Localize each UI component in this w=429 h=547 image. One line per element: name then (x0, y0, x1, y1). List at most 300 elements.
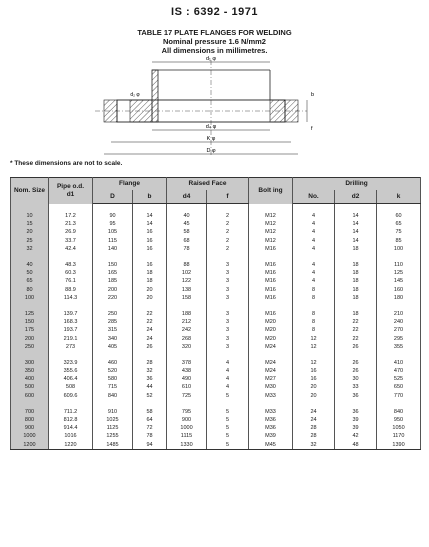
table-cell: 16 (133, 245, 167, 253)
table-cell: 36 (335, 392, 377, 400)
table-cell: 1390 (377, 441, 421, 450)
table-row (11, 261, 421, 269)
table-cell: 80 (11, 286, 49, 294)
table-title-block (0, 28, 429, 55)
table-cell: 5 (207, 416, 249, 424)
spacer-cell (377, 253, 421, 261)
table-cell: 4 (207, 359, 249, 367)
table-cell: 5 (207, 408, 249, 416)
header-b: b (133, 190, 167, 204)
table-row (11, 228, 421, 236)
table-cell: 910 (93, 408, 133, 416)
table-cell: 1115 (167, 432, 207, 440)
table-cell: M12 (249, 228, 293, 236)
table-cell: 405 (93, 343, 133, 351)
spacer-cell (167, 253, 207, 261)
spacer-cell (11, 302, 49, 310)
table-cell: M16 (249, 294, 293, 302)
table-cell: 18 (335, 310, 377, 318)
table-cell: 18 (335, 245, 377, 253)
spacer-cell (133, 253, 167, 261)
table-cell: M16 (249, 286, 293, 294)
table-cell: 28 (133, 359, 167, 367)
table-cell: 950 (377, 416, 421, 424)
table-cell: 900 (11, 424, 49, 432)
table-cell: 20 (133, 286, 167, 294)
table-cell: 1255 (93, 432, 133, 440)
spacer-cell (249, 302, 293, 310)
spacer-cell (293, 204, 335, 213)
table-cell: M39 (249, 432, 293, 440)
table-cell: 295 (377, 334, 421, 342)
table-row (11, 343, 421, 351)
header-bolting: Bolt ing (249, 178, 293, 204)
spacer-cell (207, 253, 249, 261)
spacer-cell (207, 400, 249, 408)
table-cell: 410 (377, 359, 421, 367)
table-cell: 28 (293, 432, 335, 440)
table-cell: 4 (293, 261, 335, 269)
table-cell: 175 (11, 326, 49, 334)
spacer-cell (335, 302, 377, 310)
header-drilling: Drilling (293, 178, 421, 191)
table-row (11, 212, 421, 220)
table-cell: 110 (377, 261, 421, 269)
table-row (11, 326, 421, 334)
spacer-cell (133, 351, 167, 359)
table-cell: M16 (249, 277, 293, 285)
header-k: k (377, 190, 421, 204)
table-cell: 114.3 (49, 294, 93, 302)
table-cell: 490 (167, 375, 207, 383)
header-f: f (207, 190, 249, 204)
table-cell: 20 (11, 228, 49, 236)
table-cell: 323.9 (49, 359, 93, 367)
table-cell: 33 (335, 383, 377, 391)
header-flange: Flange (93, 178, 167, 191)
table-cell: 44 (133, 383, 167, 391)
spacer-cell (167, 400, 207, 408)
table-cell: 22 (335, 334, 377, 342)
table-cell: 90 (93, 212, 133, 220)
table-row (11, 367, 421, 375)
spacer-cell (249, 400, 293, 408)
header-raised-face: Raised Face (167, 178, 249, 191)
header-d4: d4 (167, 190, 207, 204)
header-pipe-od-symbol: d1 (66, 190, 75, 198)
flange-drawing (95, 52, 335, 162)
table-cell: 3 (207, 277, 249, 285)
table-cell: 212 (167, 318, 207, 326)
table-cell: 285 (93, 318, 133, 326)
table-cell: 4 (293, 237, 335, 245)
group-spacer (11, 400, 421, 408)
spacer-cell (335, 351, 377, 359)
table-cell: 210 (377, 310, 421, 318)
table-cell: 1016 (49, 432, 93, 440)
table-cell: M24 (249, 343, 293, 351)
dimensions-note: All dimensions in millimetres. (161, 46, 268, 55)
table-cell: 315 (93, 326, 133, 334)
table-cell: 58 (167, 228, 207, 236)
table-cell: 22 (133, 310, 167, 318)
table-cell: 78 (167, 245, 207, 253)
d4-label: d₄ φ (205, 124, 217, 130)
spacer-cell (249, 253, 293, 261)
table-cell: M24 (249, 367, 293, 375)
table-cell: 14 (335, 237, 377, 245)
table-cell: 17.2 (49, 212, 93, 220)
table-cell: M45 (249, 441, 293, 450)
table-cell: 18 (133, 269, 167, 277)
table-cell: 406.4 (49, 375, 93, 383)
table-cell: 138 (167, 286, 207, 294)
table-cell: 500 (11, 383, 49, 391)
spacer-cell (93, 302, 133, 310)
table-cell: 50 (11, 269, 49, 277)
spacer-cell (249, 204, 293, 213)
table-row (11, 441, 421, 450)
table-cell: 150 (11, 318, 49, 326)
table-cell: 32 (11, 245, 49, 253)
table-cell: 139.7 (49, 310, 93, 318)
table-cell: M16 (249, 261, 293, 269)
table-cell: 273 (49, 343, 93, 351)
table-cell: 580 (93, 375, 133, 383)
table-cell: M33 (249, 392, 293, 400)
spacer-cell (49, 302, 93, 310)
table-cell: 102 (167, 269, 207, 277)
table-cell: 16 (133, 228, 167, 236)
table-cell: 24 (293, 416, 335, 424)
spacer-cell (49, 400, 93, 408)
table-cell: M12 (249, 237, 293, 245)
spacer-cell (133, 400, 167, 408)
table-cell: 100 (11, 294, 49, 302)
table-cell: 250 (11, 343, 49, 351)
table-cell: 4 (207, 367, 249, 375)
spacer-cell (293, 351, 335, 359)
table-cell: 700 (11, 408, 49, 416)
table-cell: 200 (11, 334, 49, 342)
table-cell: 42.4 (49, 245, 93, 253)
group-spacer (11, 351, 421, 359)
spacer-cell (11, 253, 49, 261)
table-cell: 715 (93, 383, 133, 391)
table-cell: 1125 (93, 424, 133, 432)
table-cell: 24 (133, 334, 167, 342)
table-cell: 3 (207, 269, 249, 277)
table-cell: 14 (335, 228, 377, 236)
table-cell: 32 (133, 367, 167, 375)
header-number: No. (293, 190, 335, 204)
spacer-cell (335, 204, 377, 213)
table-cell: 168.3 (49, 318, 93, 326)
table-cell: 3 (207, 343, 249, 351)
table-cell: 14 (335, 212, 377, 220)
table-row (11, 424, 421, 432)
spacer-cell (49, 204, 93, 213)
table-cell: 105 (93, 228, 133, 236)
spacer-cell (93, 400, 133, 408)
table-cell: 1025 (93, 416, 133, 424)
table-cell: 711.2 (49, 408, 93, 416)
table-cell: 45 (167, 220, 207, 228)
pressure-note: Nominal pressure 1.6 N/mm2 (163, 37, 266, 46)
table-cell: 65 (11, 277, 49, 285)
table-cell: 64 (133, 416, 167, 424)
table-cell: 3 (207, 294, 249, 302)
table-cell: 3 (207, 261, 249, 269)
table-cell: 28 (293, 424, 335, 432)
table-cell: 2 (207, 228, 249, 236)
spacer-cell (377, 351, 421, 359)
table-row (11, 383, 421, 391)
table-cell: M30 (249, 383, 293, 391)
table-cell: 355 (377, 343, 421, 351)
header-d2: d2 (335, 190, 377, 204)
table-cell: 5 (207, 424, 249, 432)
table-cell: 12 (293, 343, 335, 351)
table-cell: 78 (133, 432, 167, 440)
table-cell: 52 (133, 392, 167, 400)
table-cell: 140 (93, 245, 133, 253)
table-cell: 18 (133, 277, 167, 285)
table-cell: 33.7 (49, 237, 93, 245)
spacer-cell (377, 400, 421, 408)
table-cell: 14 (133, 212, 167, 220)
table-cell: 5 (207, 392, 249, 400)
scale-note: * These dimensions are not to scale. (10, 160, 123, 167)
table-row (11, 318, 421, 326)
standard-number: IS : 6392 - 1971 (171, 6, 258, 18)
table-cell: 60.3 (49, 269, 93, 277)
table-cell: 26 (335, 343, 377, 351)
spacer-cell (133, 302, 167, 310)
table-cell: 94 (133, 441, 167, 450)
table-cell: 914.4 (49, 424, 93, 432)
table-cell: 3 (207, 286, 249, 294)
table-cell: 5 (207, 432, 249, 440)
table-cell: M16 (249, 269, 293, 277)
group-spacer (11, 204, 421, 213)
table-cell: 18 (335, 286, 377, 294)
table-cell: M16 (249, 310, 293, 318)
table-cell: 840 (377, 408, 421, 416)
table-cell: 8 (293, 294, 335, 302)
spacer-cell (249, 351, 293, 359)
spacer-cell (11, 204, 49, 213)
table-cell: 180 (377, 294, 421, 302)
spacer-cell (335, 400, 377, 408)
table-cell: 200 (93, 286, 133, 294)
table-cell: 2 (207, 237, 249, 245)
table-cell: 16 (133, 237, 167, 245)
table-cell: 125 (11, 310, 49, 318)
table-row (11, 432, 421, 440)
spacer-cell (167, 204, 207, 213)
table-cell: 1000 (11, 432, 49, 440)
table-cell: 22 (133, 318, 167, 326)
table-cell: 610 (167, 383, 207, 391)
table-cell: 470 (377, 367, 421, 375)
table-row (11, 286, 421, 294)
table-cell: 219.1 (49, 334, 93, 342)
d1-label: d₁ φ (205, 56, 217, 62)
table-cell: 650 (377, 383, 421, 391)
table-cell: 4 (207, 383, 249, 391)
spacer-cell (207, 302, 249, 310)
table-cell: 30 (335, 375, 377, 383)
header-pipe-od-text: Pipe o.d. (56, 182, 85, 190)
spacer-cell (293, 253, 335, 261)
spacer-cell (377, 204, 421, 213)
table-cell: 350 (11, 367, 49, 375)
table-cell: 39 (335, 424, 377, 432)
table-cell: 4 (293, 212, 335, 220)
table-cell: 18 (335, 269, 377, 277)
table-cell: 1000 (167, 424, 207, 432)
spacer-cell (167, 302, 207, 310)
table-cell: M27 (249, 375, 293, 383)
header-nominal-size: Nom. Size (11, 178, 49, 204)
table-row (11, 220, 421, 228)
table-cell: 3 (207, 326, 249, 334)
table-cell: 60 (377, 212, 421, 220)
table-cell: 800 (11, 416, 49, 424)
table-cell: 16 (133, 261, 167, 269)
table-cell: 340 (93, 334, 133, 342)
f-label: f (311, 126, 313, 132)
table-cell: 18 (335, 294, 377, 302)
table-cell: 600 (11, 392, 49, 400)
k-label: K φ (206, 136, 216, 142)
table-cell: 16 (293, 367, 335, 375)
table-cell: 88 (167, 261, 207, 269)
table-cell: 1330 (167, 441, 207, 450)
table-cell: M20 (249, 334, 293, 342)
table-cell: 88.9 (49, 286, 93, 294)
table-cell: 18 (335, 277, 377, 285)
table-cell: 3 (207, 310, 249, 318)
table-cell: 12 (293, 359, 335, 367)
table-row (11, 245, 421, 253)
table-cell: 2 (207, 212, 249, 220)
spacer-cell (293, 400, 335, 408)
table-cell: 15 (11, 220, 49, 228)
table-body (11, 204, 421, 450)
table-cell: 5 (207, 441, 249, 450)
table-cell: 24 (133, 326, 167, 334)
spacer-cell (293, 302, 335, 310)
table-cell: 26 (335, 367, 377, 375)
table-cell: 8 (293, 286, 335, 294)
table-cell: 795 (167, 408, 207, 416)
table-row (11, 375, 421, 383)
table-cell: 76.1 (49, 277, 93, 285)
table-cell: 165 (93, 269, 133, 277)
table-cell: M33 (249, 408, 293, 416)
table-cell: 300 (11, 359, 49, 367)
table-cell: 4 (293, 220, 335, 228)
table-cell: 1200 (11, 441, 49, 450)
table-cell: 40 (11, 261, 49, 269)
table-cell: 900 (167, 416, 207, 424)
table-cell: 95 (93, 220, 133, 228)
table-cell: 2 (207, 245, 249, 253)
spacer-cell (377, 302, 421, 310)
table-cell: 725 (167, 392, 207, 400)
table-cell: 185 (93, 277, 133, 285)
table-cell: 3 (207, 334, 249, 342)
table-cell: 220 (93, 294, 133, 302)
table-cell: 26.9 (49, 228, 93, 236)
table-cell: 378 (167, 359, 207, 367)
table-cell: 14 (335, 220, 377, 228)
table-cell: 520 (93, 367, 133, 375)
table-title: TABLE 17 PLATE FLANGES FOR WELDING (137, 28, 292, 37)
table-cell: 438 (167, 367, 207, 375)
table-cell: 525 (377, 375, 421, 383)
table-cell: 4 (293, 277, 335, 285)
table-cell: M24 (249, 359, 293, 367)
table-cell: 68 (167, 237, 207, 245)
table-cell: 100 (377, 245, 421, 253)
table-cell: 22 (335, 326, 377, 334)
table-row (11, 294, 421, 302)
dimension-table (10, 177, 421, 450)
spacer-cell (11, 351, 49, 359)
table-cell: 508 (49, 383, 93, 391)
table-cell: M20 (249, 326, 293, 334)
table-cell: M36 (249, 424, 293, 432)
table-cell: 770 (377, 392, 421, 400)
table-cell: 1485 (93, 441, 133, 450)
table-row (11, 416, 421, 424)
table-cell: 32 (293, 441, 335, 450)
table-cell: 20 (293, 383, 335, 391)
table-row (11, 392, 421, 400)
spacer-cell (207, 351, 249, 359)
table-cell: 2 (207, 220, 249, 228)
table-cell: 26 (335, 359, 377, 367)
table-cell: 48.3 (49, 261, 93, 269)
table-cell: 150 (93, 261, 133, 269)
table-cell: 400 (11, 375, 49, 383)
spacer-cell (207, 204, 249, 213)
table-cell: 250 (93, 310, 133, 318)
table-cell: 4 (293, 245, 335, 253)
table-cell: 3 (207, 318, 249, 326)
table-cell: 460 (93, 359, 133, 367)
table-cell: M20 (249, 318, 293, 326)
table-cell: 355.6 (49, 367, 93, 375)
table-cell: 36 (335, 408, 377, 416)
table-row (11, 269, 421, 277)
spacer-cell (93, 204, 133, 213)
table-cell: 145 (377, 277, 421, 285)
table-cell: 812.8 (49, 416, 93, 424)
table-row (11, 237, 421, 245)
table-cell: M36 (249, 416, 293, 424)
spacer-cell (93, 253, 133, 261)
table-cell: 20 (133, 294, 167, 302)
spacer-cell (167, 351, 207, 359)
table-cell: 22 (335, 318, 377, 326)
table-cell: 160 (377, 286, 421, 294)
table-cell: 26 (133, 343, 167, 351)
table-cell: 240 (377, 318, 421, 326)
